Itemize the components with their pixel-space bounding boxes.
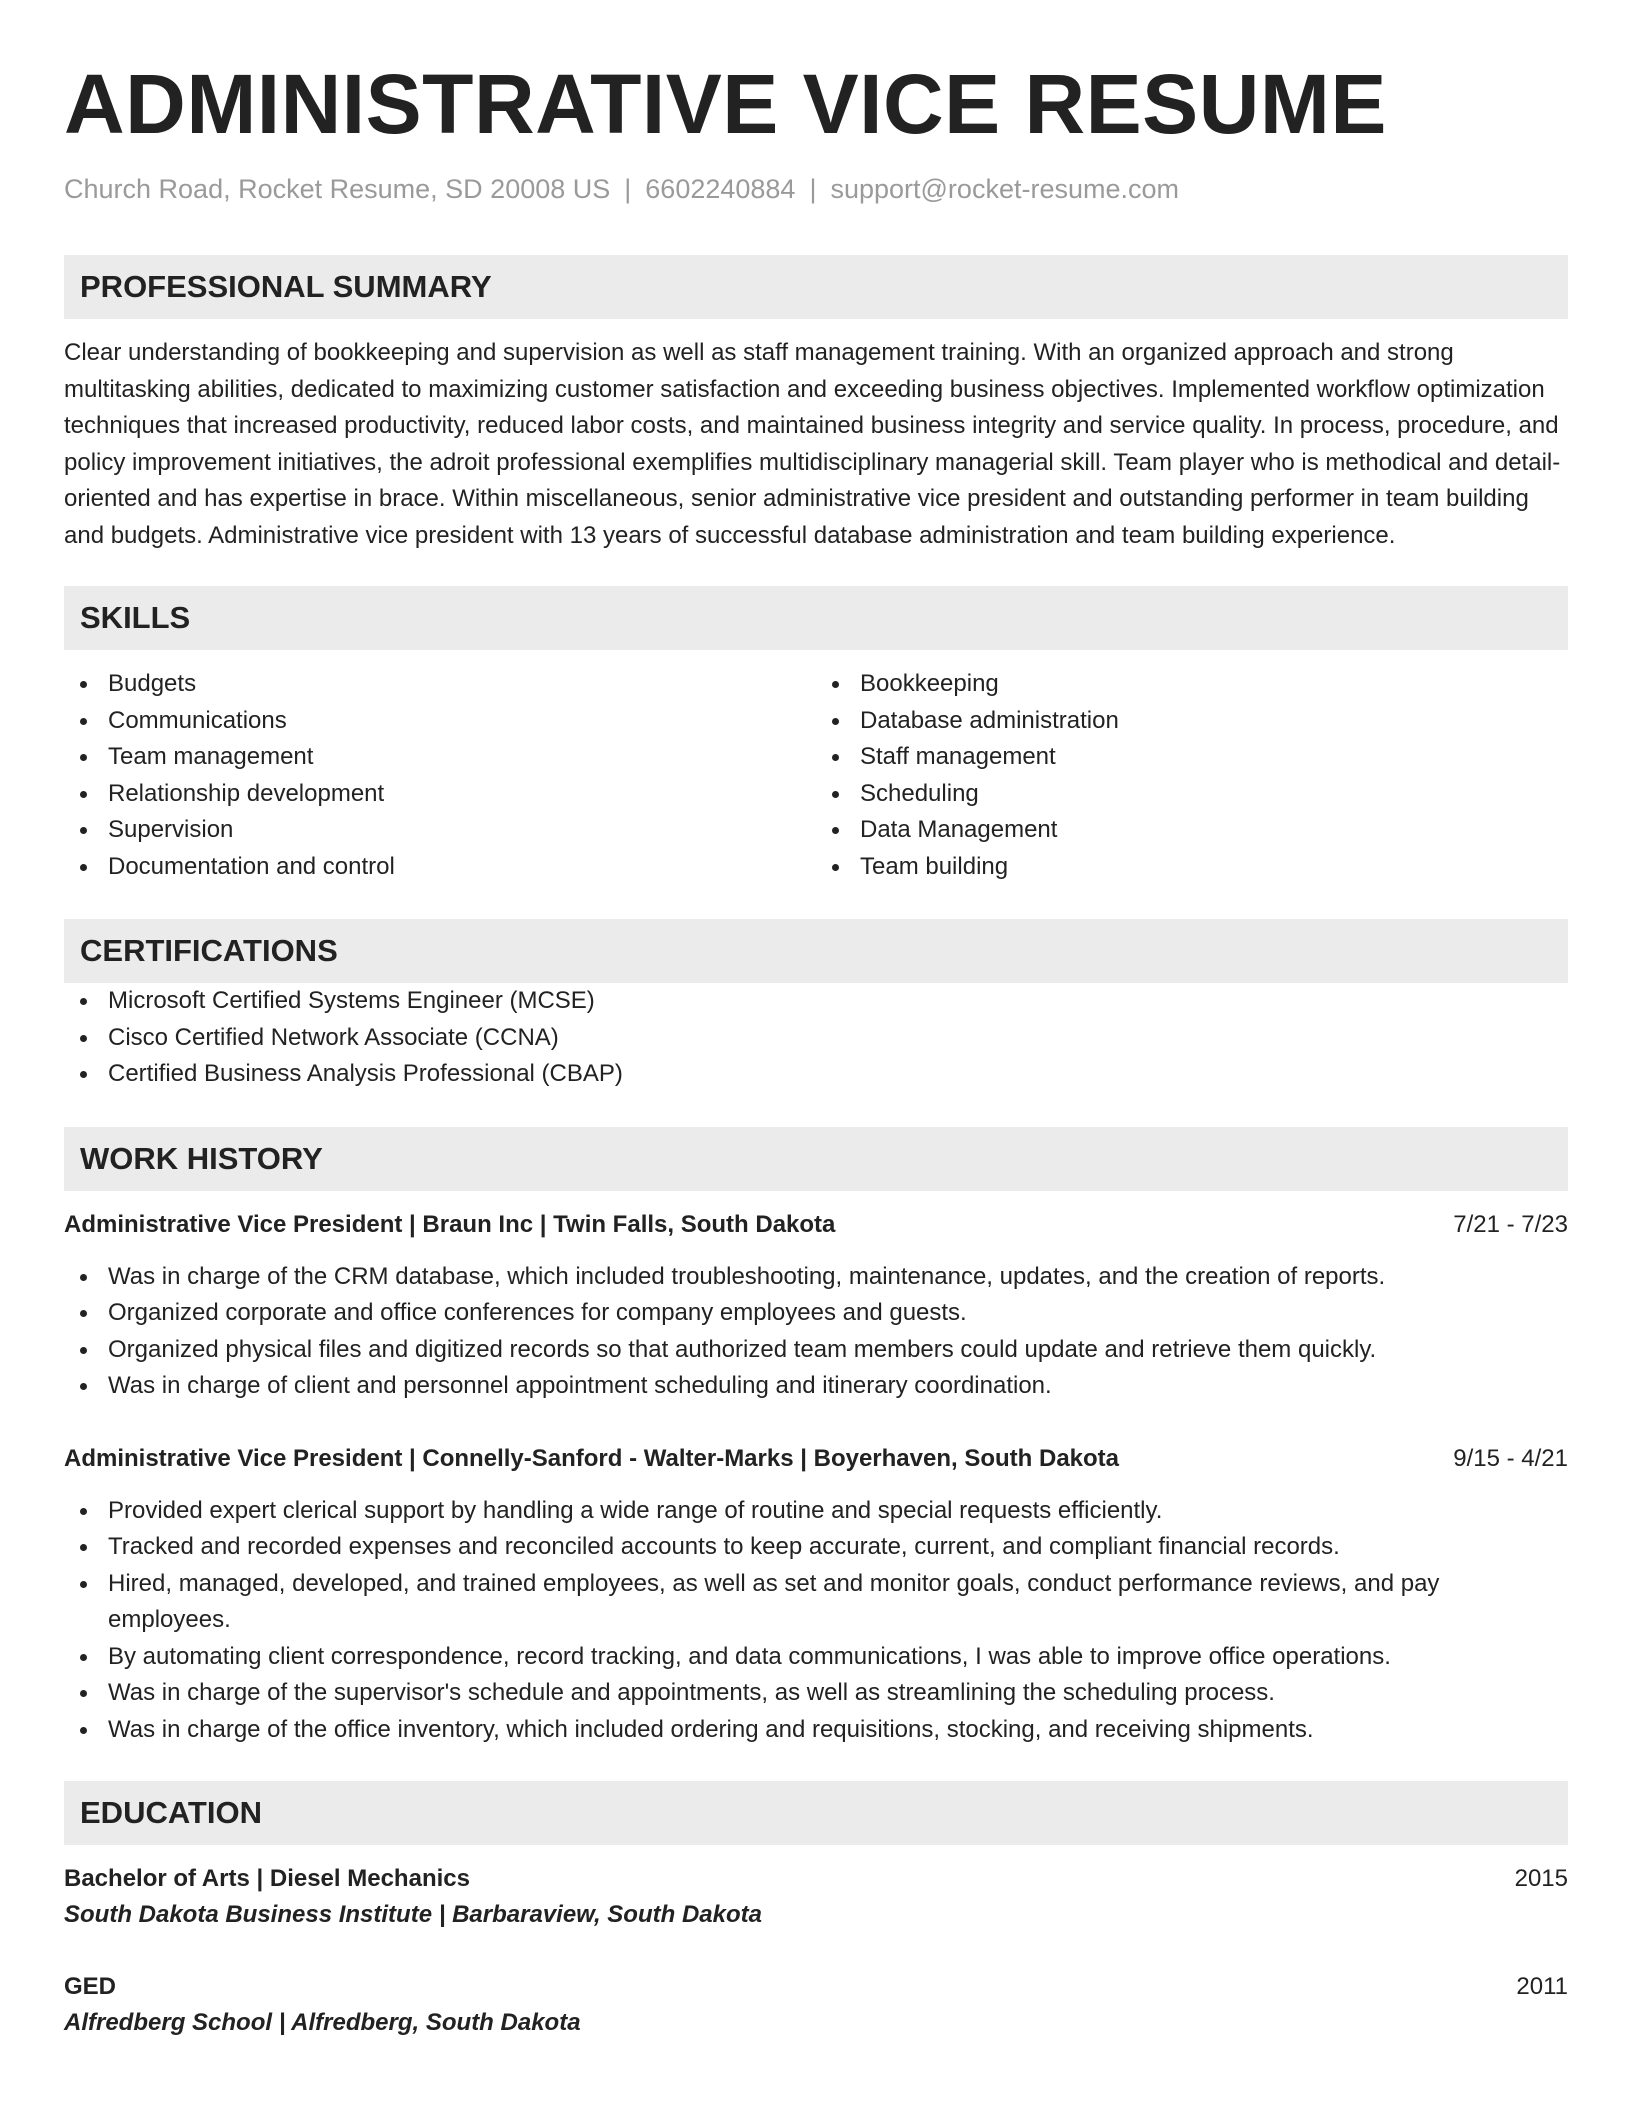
skill-item: Staff management <box>816 739 1568 776</box>
education-degree: Bachelor of Arts | Diesel Mechanics <box>64 1865 470 1892</box>
job-bullet: By automating client correspondence, record tracking, and data communications, I was able to improve office operations. <box>64 1639 1568 1676</box>
job-bullet: Tracked and recorded expenses and reconciled accounts to keep accurate, current, and compliant financial records. <box>64 1529 1568 1566</box>
skill-item: Scheduling <box>816 776 1568 813</box>
job-bullet: Hired, managed, developed, and trained employees, as well as set and monitor goals, conduct performance reviews, and pay employees. <box>64 1566 1568 1639</box>
education-entry <box>64 1861 1568 1933</box>
job-bullet: Was in charge of the supervisor's schedule and appointments, as well as streamlining the scheduling process. <box>64 1675 1568 1712</box>
skill-item: Supervision <box>64 812 816 849</box>
education-entry <box>64 1969 1568 2041</box>
summary-text: Clear understanding of bookkeeping and supervision as well as staff management training. With an organized approach and strong multitasking abilities, dedicated to maximizing customer satisfaction and exceeding business objectives. Implemented workflow optimization techniques that increased productivity, reduced labor costs, and maintained business integrity and service quality. In process, procedure, and policy improvement initiatives, the adroit professional exemplifies multidisciplinary managerial skill. Team player who is methodical and detail-oriented and has expertise in brace. Within miscellaneous, senior administrative vice president and outstanding performer in team building and budgets. Administrative vice president with 13 years of successful database administration and team building experience. <box>64 339 1561 549</box>
skill-item: Database administration <box>816 703 1568 740</box>
education-school: Alfredberg School | Alfredberg, South Dakota <box>64 2009 581 2036</box>
resume-title: ADMINISTRATIVE VICE RESUME <box>64 57 1387 151</box>
skill-item: Data Management <box>816 812 1568 849</box>
job-header <box>64 1207 1568 1243</box>
skill-item: Budgets <box>64 666 816 703</box>
education-school: South Dakota Business Institute | Barbaraview, South Dakota <box>64 1901 762 1928</box>
job-bullet: Was in charge of the office inventory, which included ordering and requisitions, stocking, and receiving shipments. <box>64 1712 1568 1749</box>
education-degree: GED <box>64 1973 117 2000</box>
job-entry <box>64 1441 1568 1749</box>
education-header <box>64 1861 1568 1897</box>
contact-address: Church Road, Rocket Resume, SD 20008 US <box>64 174 611 204</box>
job-bullet: Organized corporate and office conferences for company employees and guests. <box>64 1295 1568 1332</box>
contact-separator: | <box>624 174 632 204</box>
job-bullet: Organized physical files and digitized records so that authorized team members could update and retrieve them quickly. <box>64 1332 1568 1369</box>
job-bullet: Was in charge of client and personnel appointment scheduling and itinerary coordination. <box>64 1368 1568 1405</box>
contact-line <box>64 174 1568 205</box>
contact-separator: | <box>809 174 817 204</box>
education-year: 2011 <box>1516 1973 1568 2000</box>
job-bullets <box>64 1493 1568 1749</box>
skill-item: Relationship development <box>64 776 816 813</box>
skills-column-left <box>64 666 816 885</box>
skill-item: Team management <box>64 739 816 776</box>
skill-item: Communications <box>64 703 816 740</box>
job-bullet: Provided expert clerical support by handling a wide range of routine and special requests efficiently. <box>64 1493 1568 1530</box>
skill-item: Team building <box>816 849 1568 886</box>
section-heading-certifications: CERTIFICATIONS <box>64 919 1568 983</box>
section-heading-work-history: WORK HISTORY <box>64 1127 1568 1191</box>
section-heading-summary: PROFESSIONAL SUMMARY <box>64 255 1568 319</box>
contact-phone: 6602240884 <box>645 174 796 204</box>
job-bullets <box>64 1259 1568 1405</box>
job-dates: 7/21 - 7/23 <box>1453 1210 1568 1238</box>
certification-item: Cisco Certified Network Associate (CCNA) <box>64 1020 1568 1057</box>
job-title: Administrative Vice President | Connelly-Sanford - Walter-Marks | Boyerhaven, South Dakota <box>64 1444 1120 1472</box>
education-year: 2015 <box>1514 1865 1568 1892</box>
job-dates: 9/15 - 4/21 <box>1453 1444 1568 1472</box>
certification-item: Microsoft Certified Systems Engineer (MCSE) <box>64 983 1568 1020</box>
certification-item: Certified Business Analysis Professional (CBAP) <box>64 1056 1568 1093</box>
job-entry <box>64 1207 1568 1405</box>
section-heading-education: EDUCATION <box>64 1781 1568 1845</box>
skills-column-right <box>816 666 1568 885</box>
contact-email: support@rocket-resume.com <box>830 174 1179 204</box>
skills-list <box>64 666 1568 885</box>
job-title: Administrative Vice President | Braun Inc | Twin Falls, South Dakota <box>64 1210 836 1238</box>
section-heading-skills: SKILLS <box>64 586 1568 650</box>
job-bullet: Was in charge of the CRM database, which included troubleshooting, maintenance, updates, and the creation of reports. <box>64 1259 1568 1296</box>
job-header <box>64 1441 1568 1477</box>
skill-item: Bookkeeping <box>816 666 1568 703</box>
education-header <box>64 1969 1568 2005</box>
certifications-list <box>64 983 1568 1093</box>
skill-item: Documentation and control <box>64 849 816 886</box>
